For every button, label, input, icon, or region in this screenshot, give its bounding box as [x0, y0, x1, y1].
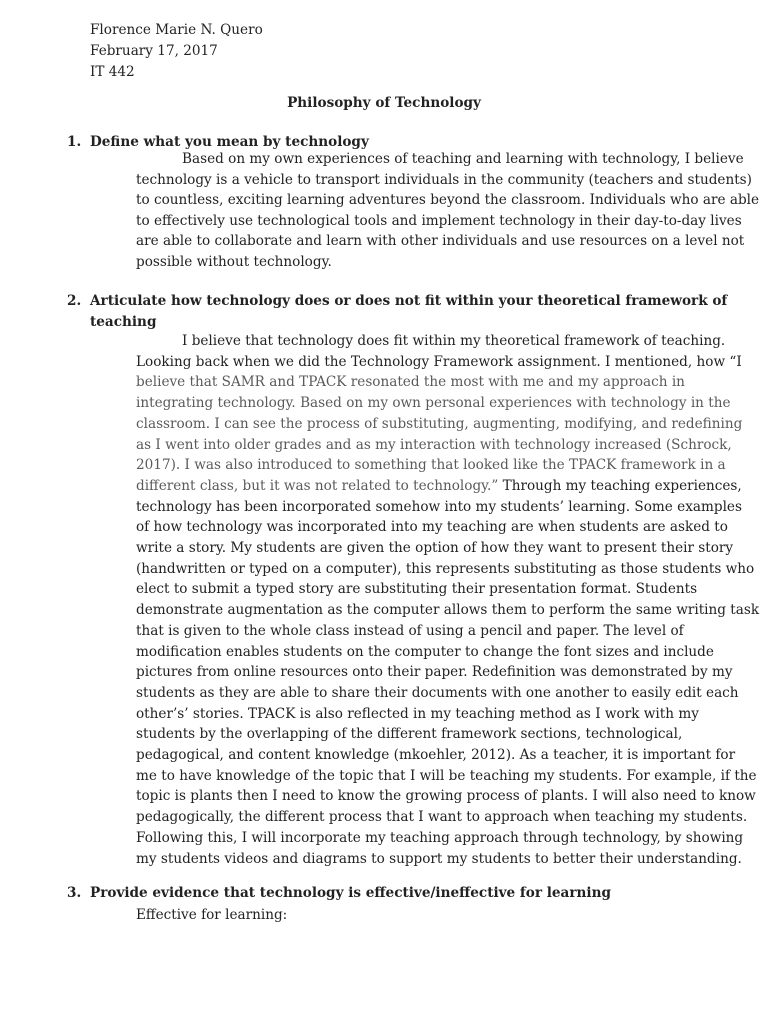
question-2-heading: Articulate how technology does or does not fit within your theoretical framework of [90, 293, 728, 309]
question-2-body-line: pictures from online resources onto their paper. Redefinition was demonstrated by my [136, 664, 733, 681]
question-3-body-line: Effective for learning: [136, 907, 288, 923]
question-2-body-line: demonstrate augmentation as the computer allows them to perform the same writing task [136, 602, 760, 619]
question-1-number: 1. [67, 134, 82, 150]
question-2-body-line: technology has been incorporated somehow into my students’ learning. Some examples [136, 498, 742, 515]
question-2-body-line: me to have knowledge of the topic that I will be teaching my students. For example, if the [136, 767, 757, 784]
quoted-passage-line: believe that SAMR and TPACK resonated the most with me and my approach in [136, 374, 685, 391]
course-code: IT 442 [90, 64, 135, 80]
question-2-body-line: I believe that technology does fit within my theoretical framework of teaching. [182, 333, 726, 349]
question-2-mixed-line [136, 476, 742, 497]
author-name: Florence Marie N. Quero [90, 22, 263, 38]
question-2-body-line: of how technology was incorporated into my teaching are when students are asked to [136, 519, 728, 536]
question-1-heading: Define what you mean by technology [90, 134, 369, 150]
question-2-number: 2. [67, 293, 82, 309]
question-1-body-line: to effectively use technological tools and implement technology in their day-to-day lives [136, 212, 742, 229]
question-2-body-line: topic is plants then I need to know the growing process of plants. I will also need to know [136, 788, 756, 805]
question-2-body-line: my students videos and diagrams to support my students to better their understanding. [136, 850, 742, 867]
question-1-body-line: possible without technology. [136, 253, 332, 270]
question-1-body-line: Based on my own experiences of teaching and learning with technology, I believe [182, 151, 744, 167]
question-2-body-text: Through my teaching experiences, [498, 477, 742, 494]
question-2-body-line: Following this, I will incorporate my teaching approach through technology, by showing [136, 829, 744, 846]
question-2-body-line: modification enables students on the computer to change the font sizes and include [136, 643, 714, 660]
question-2-body-line: Looking back when we did the Technology Framework assignment. I mentioned, how “I [136, 353, 742, 370]
document-date: February 17, 2017 [90, 43, 218, 59]
quoted-passage-line: classroom. I can see the process of substituting, augmenting, modifying, and redefining [136, 415, 743, 432]
question-1-body-line: to countless, exciting learning adventures beyond the classroom. Individuals who are able [136, 192, 760, 208]
question-3-heading: Provide evidence that technology is effective/ineffective for learning [90, 885, 611, 901]
question-2-body-line: (handwritten or typed on a computer), this represents substituting as those students who [136, 560, 755, 577]
quoted-passage-line: as I went into older grades and as my interaction with technology increased (Schrock, [136, 436, 732, 453]
question-1-body-line: are able to collaborate and learn with other individuals and use resources on a level not [136, 233, 745, 249]
question-3-number: 3. [67, 885, 82, 901]
question-2-heading: teaching [90, 314, 157, 330]
question-1-body-line: technology is a vehicle to transport individuals in the community (teachers and students) [136, 171, 752, 188]
question-2-body-line: pedagogical, and content knowledge (mkoehler, 2012). As a teacher, it is important for [136, 747, 736, 763]
question-2-body-line: pedagogically, the different process that I want to approach when teaching my students. [136, 809, 748, 826]
quoted-passage-line: integrating technology. Based on my own personal experiences with technology in the [136, 395, 731, 412]
question-2-body-line: that is given to the whole class instead of using a pencil and paper. The level of [136, 622, 684, 639]
page-title: Philosophy of Technology [287, 95, 481, 111]
quoted-passage-end: different class, but it was not related to technology.” [136, 477, 499, 494]
question-2-body-line: students by the overlapping of the different framework sections, technological, [136, 726, 683, 743]
question-2-body-line: other’s’ stories. TPACK is also reflected in my teaching method as I work with my [136, 705, 699, 722]
question-2-body-line: students as they are able to share their documents with one another to easily edit each [136, 684, 739, 701]
question-2-body-line: write a story. My students are given the option of how they want to present their story [136, 540, 734, 556]
quoted-passage-line: 2017). I was also introduced to something that looked like the TPACK framework in a [136, 457, 726, 474]
question-2-body-line: elect to submit a typed story are substituting their presentation format. Students [136, 581, 698, 598]
